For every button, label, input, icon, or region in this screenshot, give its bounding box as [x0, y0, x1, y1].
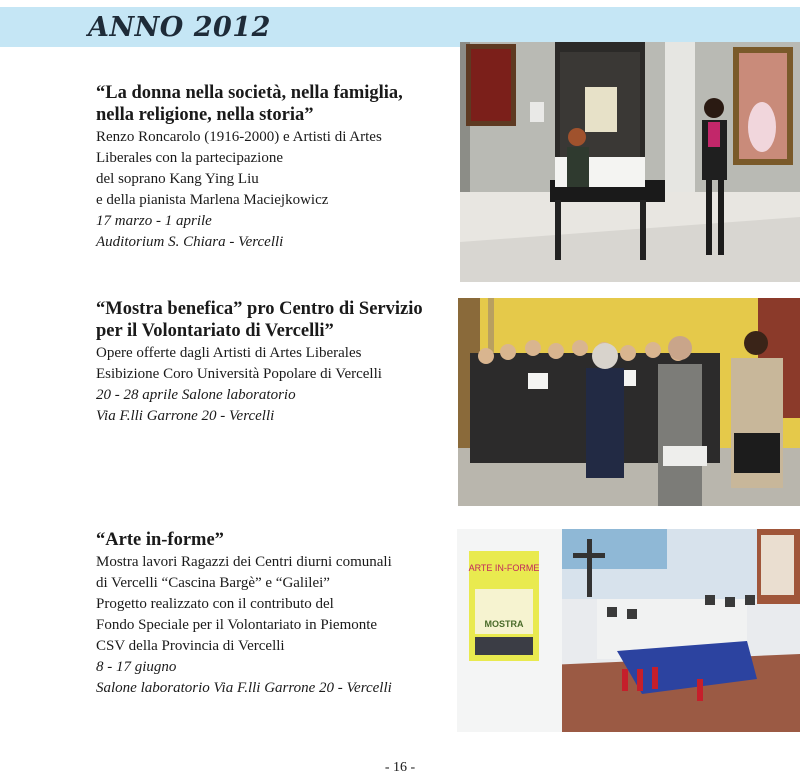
event-description-line: di Vercelli “Cascina Bargè” e “Galilei”: [96, 575, 330, 591]
event-description-line: Renzo Roncarolo (1916-2000) e Artisti di Artes: [96, 129, 382, 145]
event-title-line: “Arte in-forme”: [96, 530, 224, 550]
event-venue: Auditorium S. Chiara - Vercelli: [96, 234, 284, 250]
poster-title: ARTE IN-FORME: [468, 563, 540, 573]
event-date: 8 - 17 giugno: [96, 659, 177, 675]
event-venue: Salone laboratorio Via F.lli Garrone 20 - Vercelli: [96, 680, 392, 696]
event-description-line: Progetto realizzato con il contributo del: [96, 596, 334, 612]
event-title-line: per il Volontariato di Vercelli”: [96, 321, 334, 341]
page-title: ANNO 2012: [88, 12, 271, 43]
event-title-line: “Mostra benefica” pro Centro di Servizio: [96, 299, 423, 319]
event-description-line: Opere offerte dagli Artisti di Artes Liberales: [96, 345, 362, 361]
choir-photo: [458, 298, 800, 506]
event-description-line: e della pianista Marlena Maciejkowicz: [96, 192, 329, 208]
header-band: [0, 7, 800, 47]
concert-photo: [460, 42, 800, 282]
event-concert: [96, 82, 451, 253]
event-description-line: Fondo Speciale per il Volontariato in Piemonte: [96, 617, 378, 633]
exhibition-photo: [457, 529, 800, 732]
event-description-line: del soprano Kang Ying Liu: [96, 171, 259, 187]
event-description-line: CSV della Provincia di Vercelli: [96, 638, 285, 654]
event-venue: Via F.lli Garrone 20 - Vercelli: [96, 408, 275, 424]
event-title-line: “La donna nella società, nella famiglia,: [96, 83, 403, 103]
event-title-line: nella religione, nella storia”: [96, 105, 314, 125]
event-description-line: Mostra lavori Ragazzi dei Centri diurni comunali: [96, 554, 392, 570]
event-title: [96, 298, 451, 342]
event-title: [96, 82, 451, 126]
event-title: [96, 529, 451, 551]
event-description-line: Liberales con la partecipazione: [96, 150, 283, 166]
event-description-line: Esibizione Coro Università Popolare di Vercelli: [96, 366, 382, 382]
event-date: 20 - 28 aprile Salone laboratorio: [96, 387, 296, 403]
poster-subtitle: MOSTRA: [484, 619, 524, 629]
event-date: 17 marzo - 1 aprile: [96, 213, 212, 229]
event-arte-in-forme: [96, 529, 451, 699]
page-number: - 16 -: [384, 760, 416, 775]
event-charity-exhibition: [96, 298, 451, 427]
